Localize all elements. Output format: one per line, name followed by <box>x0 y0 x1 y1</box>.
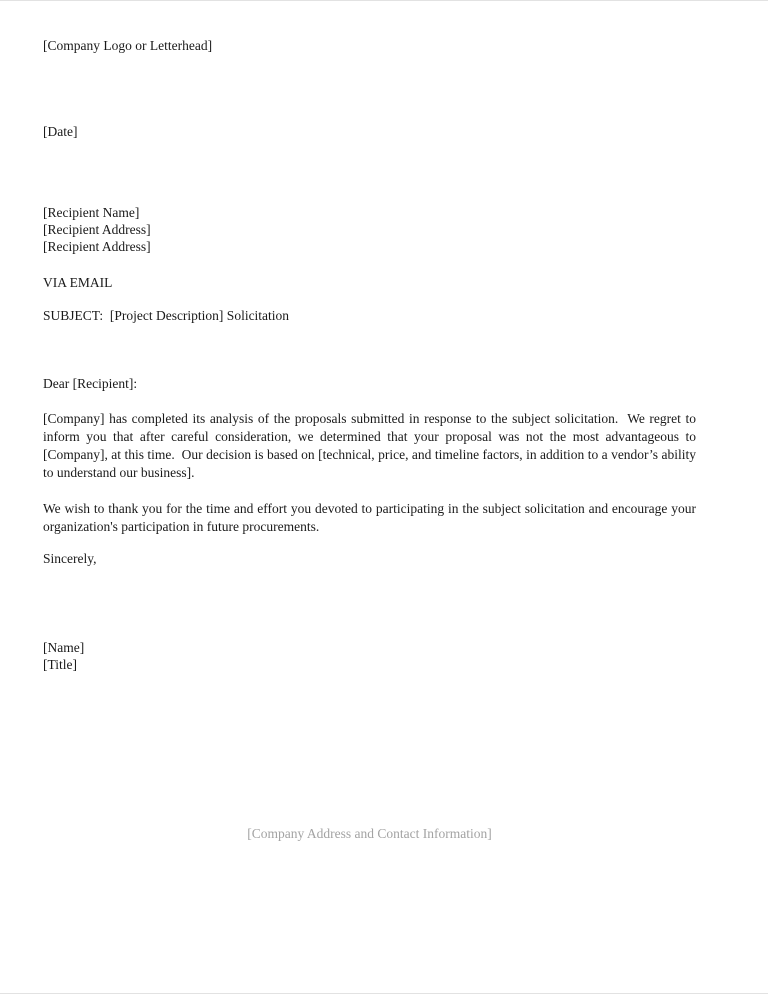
date-placeholder: [Date] <box>43 124 78 139</box>
recipient-name: [Recipient Name] <box>43 205 140 220</box>
recipient-address-block <box>43 204 696 255</box>
closing: Sincerely, <box>43 551 97 566</box>
letterhead-placeholder: [Company Logo or Letterhead] <box>43 38 213 53</box>
recipient-address-line-2: [Recipient Address] <box>43 239 151 254</box>
salutation: Dear [Recipient]: <box>43 376 138 391</box>
signature-title: [Title] <box>43 657 78 672</box>
signature-name: [Name] <box>43 640 85 655</box>
recipient-address-line-1: [Recipient Address] <box>43 222 151 237</box>
signature-block <box>43 639 696 673</box>
body-paragraph-2: We wish to thank you for the time and effort you devoted to participating in the subject solicitation and encourage your organization's participation in future procurements. <box>43 501 700 534</box>
subject-line: SUBJECT: [Project Description] Solicitation <box>43 308 290 323</box>
delivery-method: VIA EMAIL <box>43 275 113 290</box>
body-paragraph-1: [Company] has completed its analysis of the proposals submitted in response to the subject solicitation. We regret to inform you that after careful consideration, we determined that your proposal was not the most advantageous to [Company], at this time. Our decision is based on [technical, price, and timeline factors, in addition to a vendor’s ability to understand our business]. <box>43 411 700 480</box>
footer-contact-info: [Company Address and Contact Information] <box>247 826 492 841</box>
